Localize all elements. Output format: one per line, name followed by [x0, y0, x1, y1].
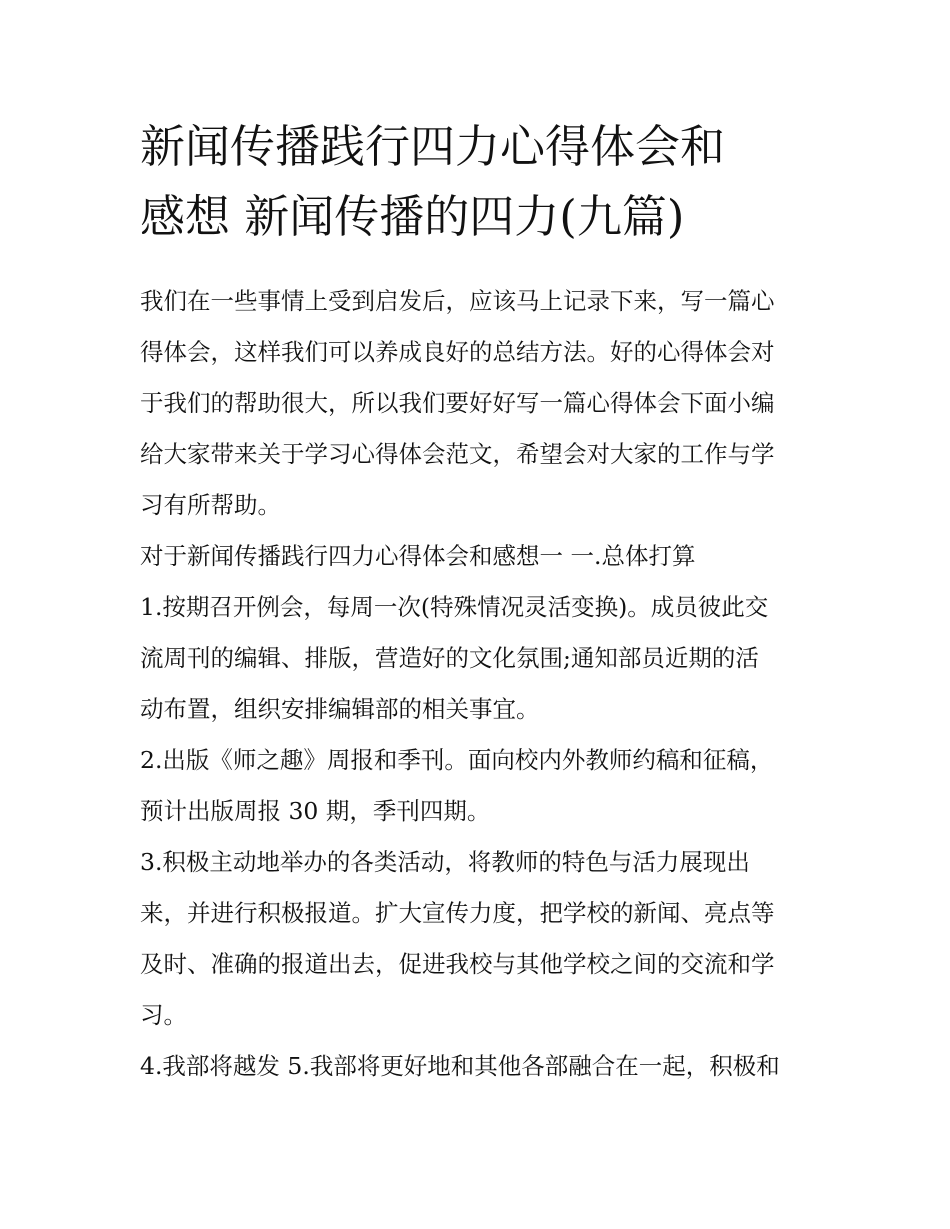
page-title	[140, 112, 820, 252]
body-line-13: 来，并进行积极报道。扩大宣传力度，把学校的新闻、亮点等	[140, 899, 775, 927]
title-line-1: 新闻传播践行四力心得体会和	[140, 120, 726, 173]
body-line-8: 流周刊的编辑、排版，营造好的文化氛围;通知部员近期的活	[140, 644, 759, 672]
body-line-5: 习有所帮助。	[140, 491, 281, 519]
body-line-1: 我们在一些事情上受到启发后，应该马上记录下来，写一篇心	[140, 287, 775, 315]
body-line-11: 预计出版周报 30 期，季刊四期。	[140, 797, 491, 825]
body-line-14: 及时、准确的报道出去，促进我校与其他学校之间的交流和学	[140, 950, 775, 978]
body-line-10: 2.出版《师之趣》周报和季刊。面向校内外教师约稿和征稿，	[140, 746, 774, 774]
title-line-2: 感想 新闻传播的四力(九篇)	[140, 190, 685, 243]
body-line-9: 动布置，组织安排编辑部的相关事宜。	[140, 695, 540, 723]
body-line-15: 习。	[140, 1001, 187, 1029]
body-line-4: 给大家带来关于学习心得体会范文，希望会对大家的工作与学	[140, 440, 775, 468]
body-line-12: 3.积极主动地举办的各类活动，将教师的特色与活力展现出	[140, 848, 750, 876]
body-line-3: 于我们的帮助很大，所以我们要好好写一篇心得体会下面小编	[140, 389, 775, 417]
body-text	[140, 276, 820, 1092]
body-line-2: 得体会，这样我们可以养成良好的总结方法。好的心得体会对	[140, 338, 775, 366]
body-line-16: 4.我部将越发 5.我部将更好地和其他各部融合在一起，积极和	[140, 1052, 780, 1080]
body-line-7: 1.按期召开例会，每周一次(特殊情况灵活变换)。成员彼此交	[140, 593, 769, 621]
document-content	[140, 112, 820, 1092]
body-line-6: 对于新闻传播践行四力心得体会和感想一 一.总体打算	[140, 542, 696, 570]
